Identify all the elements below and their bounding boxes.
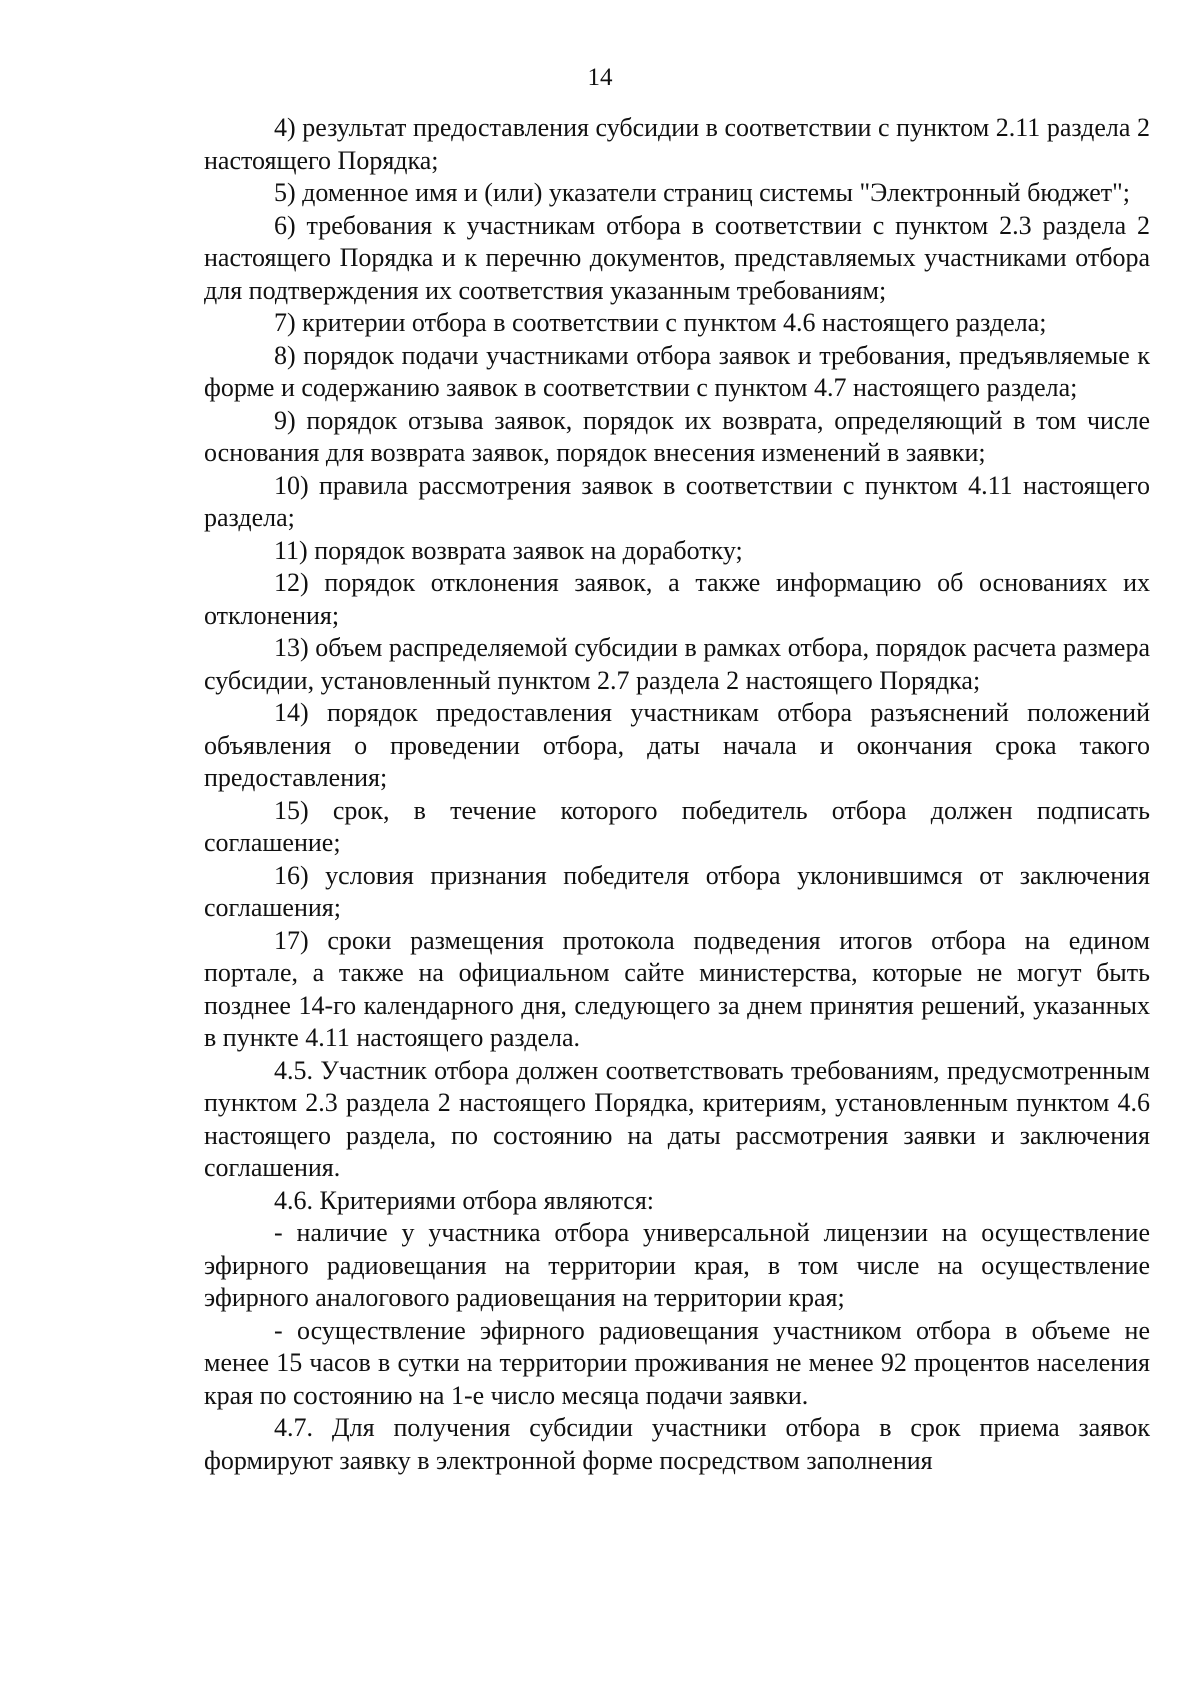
paragraph-criterion-broadcast: - осуществление эфирного радиовещания участником отбора в объеме не менее 15 часов в сутки на территории проживания не менее 92 процентов населения края по состоянию на 1-е число месяца подачи заявки. bbox=[204, 1315, 1150, 1410]
paragraph-item-16: 16) условия признания победителя отбора уклонившимся от заключения соглашения; bbox=[204, 860, 1150, 922]
paragraph-item-6: 6) требования к участникам отбора в соответствии с пунктом 2.3 раздела 2 настоящего Порядка и к перечню документов, представляемых участниками отбора для подтверждения их соответствия указанным требованиям; bbox=[204, 210, 1150, 305]
paragraph-item-8: 8) порядок подачи участниками отбора заявок и требования, предъявляемые к форме и содержанию заявок в соответствии с пунктом 4.7 настоящего раздела; bbox=[204, 340, 1150, 402]
paragraph-item-10: 10) правила рассмотрения заявок в соответствии с пунктом 4.11 настоящего раздела; bbox=[204, 470, 1150, 532]
paragraph-section-4-6: 4.6. Критериями отбора являются: bbox=[274, 1185, 654, 1215]
paragraph-item-15: 15) срок, в течение которого победитель отбора должен подписать соглашение; bbox=[204, 795, 1150, 857]
paragraph-item-9: 9) порядок отзыва заявок, порядок их возврата, определяющий в том числе основания для возврата заявок, порядок внесения изменений в заявки; bbox=[204, 405, 1150, 467]
paragraph-item-14: 14) порядок предоставления участникам отбора разъяснений положений объявления о проведении отбора, даты начала и окончания срока такого предоставления; bbox=[204, 698, 1150, 792]
paragraph-item-17: 17) сроки размещения протокола подведения итогов отбора на едином портале, а также на официальном сайте министерства, которые не могут быть позднее 14-го календарного дня, следующего за днем принятия решений, указанных в пункте 4.11 настоящего раздела. bbox=[204, 925, 1150, 1052]
paragraph-item-12: 12) порядок отклонения заявок, а также информацию об основаниях их отклонения; bbox=[204, 568, 1150, 630]
paragraph-section-4-5: 4.5. Участник отбора должен соответствовать требованиям, предусмотренным пунктом 2.3 раздела 2 настоящего Порядка, критериям, установленным пунктом 4.6 настоящего раздела, по состоянию на даты рассмотрения заявки и заключения соглашения. bbox=[204, 1055, 1150, 1182]
paragraph-item-5: 5) доменное имя и (или) указатели страниц системы "Электронный бюджет"; bbox=[274, 178, 1131, 207]
paragraph-item-11: 11) порядок возврата заявок на доработку; bbox=[274, 535, 743, 565]
page-number: 14 bbox=[587, 64, 613, 91]
paragraph-item-13: 13) объем распределяемой субсидии в рамках отбора, порядок расчета размера субсидии, установленный пунктом 2.7 раздела 2 настоящего Порядка; bbox=[204, 633, 1150, 695]
paragraph-item-4: 4) результат предоставления субсидии в соответствии с пунктом 2.11 раздела 2 настоящего Порядка; bbox=[204, 113, 1150, 175]
paragraph-item-7: 7) критерии отбора в соответствии с пунктом 4.6 настоящего раздела; bbox=[274, 308, 1047, 337]
paragraph-criterion-license: - наличие у участника отбора универсальной лицензии на осуществление эфирного радиовещания на территории края, в том числе на осуществление эфирного аналогового радиовещания на территории края; bbox=[204, 1218, 1150, 1312]
paragraph-section-4-7: 4.7. Для получения субсидии участники отбора в срок приема заявок формируют заявку в электронной форме посредством заполнения bbox=[204, 1413, 1150, 1475]
document-body bbox=[204, 112, 1150, 1477]
